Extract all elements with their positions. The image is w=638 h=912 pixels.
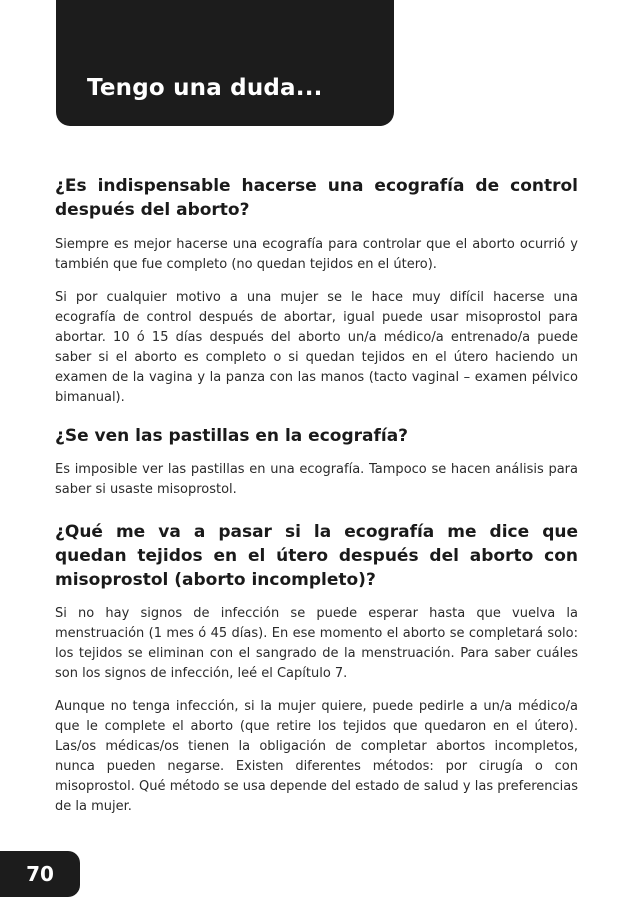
question-ecografia-control: ¿Es indispensable hacerse una ecografía de control después del aborto? xyxy=(55,176,578,220)
answer-paragraph: Es imposible ver las pastillas en una ecografía. Tampoco se hacen análisis para saber si usaste misoprostol. xyxy=(55,462,578,497)
answer-paragraph: Aunque no tenga infección, si la mujer quiere, puede pedirle a un/a médico/a que le complete el aborto (que retire los tejidos que quedaron en el útero). Las/os médicas/os tienen la obligación de completar abortos incompletos, nunca pueden negarse. Existen diferentes métodos: por cirugía o con misoprostol. Qué método se usa depende del estado de salud y las preferencias de la mujer. xyxy=(55,699,578,814)
chapter-header-title: Tengo una duda... xyxy=(87,75,323,101)
question-aborto-incompleto: ¿Qué me va a pasar si la ecografía me dice que quedan tejidos en el útero después del aborto con misoprostol (aborto incompleto)? xyxy=(55,522,578,590)
answer-paragraph: Si por cualquier motivo a una mujer se le hace muy difícil hacerse una ecografía de control después de abortar, igual puede usar misoprostol para abortar. 10 ó 15 días después del aborto un/a médico/a entrenado/a puede saber si el aborto es completo o si quedan tejidos en el útero haciendo un examen de la vagina y la panza con las manos (tacto vaginal – examen pélvico bimanual). xyxy=(55,290,578,405)
question-pastillas-ecografia: ¿Se ven las pastillas en la ecografía? xyxy=(55,426,409,446)
chapter-header-box xyxy=(56,0,394,126)
page-number-badge: 70 xyxy=(0,851,80,897)
page-content xyxy=(55,174,578,817)
answer-paragraph: Si no hay signos de infección se puede esperar hasta que vuelva la menstruación (1 mes ó 45 días). En ese momento el aborto se completará solo: los tejidos se eliminan con el sangrado de la menstruación. Para saber cuáles son los signos de infección, leé el Capítulo 7. xyxy=(55,606,578,681)
answer-paragraph: Siempre es mejor hacerse una ecografía para controlar que el aborto ocurrió y también que fue completo (no quedan tejidos en el útero). xyxy=(55,237,578,272)
